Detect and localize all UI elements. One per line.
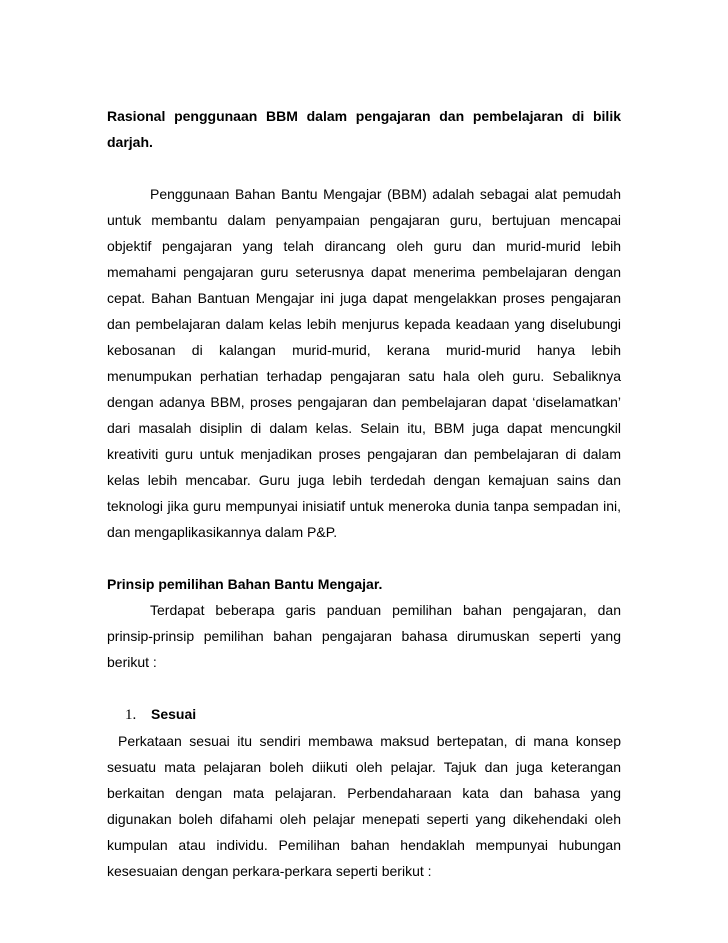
heading-rasional: Rasional penggunaan BBM dalam pengajaran dan pembelajaran di bilik darjah. — [107, 108, 621, 150]
document-page — [107, 103, 621, 884]
list-number: 1. — [125, 707, 137, 723]
paragraph-rasional: Penggunaan Bahan Bantu Mengajar (BBM) adalah sebagai alat pemudah untuk membantu dalam penyampaian pengajaran guru, bertujuan mencapai objektif pengajaran yang telah dirancang oleh guru dan murid-murid lebih memahami pengajaran guru seterusnya dapat menerima pembelajaran dengan cepat. Bahan Bantuan Mengajar ini juga dapat mengelakkan proses pengajaran dan pembelajaran dalam kelas lebih menjurus kepada keadaan yang diselubungi kebosanan di kalangan murid-murid, kerana murid-murid hanya lebih menumpukan perhatian terhadap pengajaran satu hala oleh guru. Sebaliknya dengan adanya BBM, proses pengajaran dan pembelajaran dapat ‘diselamatkan’ dari masalah disiplin di dalam kelas. Selain itu, BBM juga dapat mencungkil kreativiti guru untuk menjadikan proses pengajaran dan pembelajaran di dalam kelas lebih mencabar. Guru juga lebih terdedah dengan kemajuan sains dan teknologi jika guru mempunyai inisiatif untuk meneroka dunia tanpa sempadan ini, dan mengaplikasikannya dalam P&P. — [107, 186, 621, 540]
paragraph-sesuai: Perkataan sesuai itu sendiri membawa maksud bertepatan, di mana konsep sesuatu mata pelajaran boleh diikuti oleh pelajar. Tajuk dan juga keterangan berkaitan dengan mata pelajaran. Perbendaharaan kata dan bahasa yang digunakan boleh difahami oleh pelajar menepati seperti yang dikehendaki oleh kumpulan atau individu. Pemilihan bahan hendaklah mempunyai hubungan kesesuaian dengan perkara-perkara seperti berikut : — [107, 733, 621, 879]
paragraph-prinsip: Terdapat beberapa garis panduan pemilihan bahan pengajaran, dan prinsip-prinsip pemilihan bahan pengajaran bahasa dirumuskan seperti yang berikut : — [107, 602, 621, 670]
heading-prinsip: Prinsip pemilihan Bahan Bantu Mengajar. — [107, 576, 383, 592]
list-title: Sesuai — [151, 706, 197, 722]
list-item-sesuai — [107, 701, 621, 728]
